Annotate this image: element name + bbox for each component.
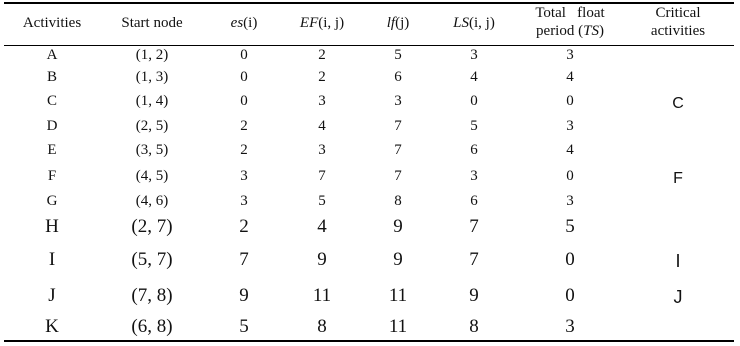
cell-critical: C bbox=[672, 95, 684, 112]
cell-ef: 4 bbox=[318, 118, 326, 134]
cell-ef: 8 bbox=[317, 316, 327, 337]
cell-es: 2 bbox=[239, 216, 249, 237]
cell-es: 5 bbox=[239, 316, 249, 337]
cell-ls: 6 bbox=[470, 193, 478, 209]
cell-activity: H bbox=[45, 216, 59, 237]
cell-es: 3 bbox=[240, 193, 248, 209]
header-ef: EF(i, j) bbox=[299, 15, 345, 31]
table-header-rule bbox=[4, 45, 734, 46]
cell-total-float: 3 bbox=[566, 193, 574, 209]
cell-activity: A bbox=[46, 47, 58, 63]
cell-es: 0 bbox=[240, 93, 248, 109]
cell-es: 9 bbox=[239, 285, 249, 306]
header-critical-activities: Critical activities bbox=[650, 5, 706, 39]
cell-ls: 5 bbox=[470, 118, 478, 134]
cell-total-float: 4 bbox=[566, 142, 574, 158]
cell-ls: 8 bbox=[469, 316, 479, 337]
header-es: es(i) bbox=[230, 15, 258, 31]
cell-es: 7 bbox=[239, 249, 249, 270]
cell-es: 0 bbox=[240, 47, 248, 63]
cell-start-node: (6, 8) bbox=[131, 316, 173, 337]
cell-lf: 11 bbox=[388, 316, 408, 337]
cell-ef: 3 bbox=[318, 142, 326, 158]
cell-lf: 9 bbox=[393, 216, 403, 237]
cell-ls: 7 bbox=[469, 249, 479, 270]
cell-ls: 4 bbox=[470, 69, 478, 85]
table-bottom-rule bbox=[4, 340, 734, 342]
cell-start-node: (1, 2) bbox=[135, 47, 169, 63]
cell-lf: 5 bbox=[394, 47, 402, 63]
cell-total-float: 0 bbox=[565, 285, 575, 306]
cell-lf: 8 bbox=[394, 193, 402, 209]
cell-activity: E bbox=[47, 142, 57, 158]
header-lf: lf(j) bbox=[386, 15, 410, 31]
cell-lf: 7 bbox=[394, 142, 402, 158]
cell-start-node: (3, 5) bbox=[135, 142, 169, 158]
cell-ls: 9 bbox=[469, 285, 479, 306]
cell-es: 3 bbox=[240, 168, 248, 184]
cell-total-float: 5 bbox=[565, 216, 575, 237]
cell-ls: 6 bbox=[470, 142, 478, 158]
header-activities: Activities bbox=[22, 15, 82, 31]
cell-ef: 4 bbox=[317, 216, 327, 237]
cell-activity: K bbox=[45, 316, 59, 337]
cell-total-float: 3 bbox=[566, 47, 574, 63]
cell-ls: 3 bbox=[470, 168, 478, 184]
cell-start-node: (1, 3) bbox=[135, 69, 169, 85]
cell-ef: 7 bbox=[318, 168, 326, 184]
cell-ls: 7 bbox=[469, 216, 479, 237]
cell-activity: G bbox=[46, 193, 58, 209]
cell-activity: J bbox=[48, 285, 56, 306]
cell-lf: 7 bbox=[394, 168, 402, 184]
cell-ef: 3 bbox=[318, 93, 326, 109]
cell-es: 2 bbox=[240, 142, 248, 158]
cell-ef: 9 bbox=[317, 249, 327, 270]
cell-lf: 11 bbox=[388, 285, 408, 306]
cell-start-node: (2, 5) bbox=[135, 118, 169, 134]
cell-ef: 11 bbox=[312, 285, 332, 306]
cell-lf: 9 bbox=[393, 249, 403, 270]
cell-total-float: 0 bbox=[566, 93, 574, 109]
cell-start-node: (4, 5) bbox=[135, 168, 169, 184]
cell-total-float: 4 bbox=[566, 69, 574, 85]
cell-critical: I bbox=[675, 251, 681, 271]
cell-critical: F bbox=[673, 170, 683, 187]
cell-ls: 0 bbox=[470, 93, 478, 109]
cell-start-node: (5, 7) bbox=[131, 249, 173, 270]
cell-start-node: (7, 8) bbox=[131, 285, 173, 306]
cell-activity: D bbox=[46, 118, 58, 134]
header-total-float: Total float period (TS) bbox=[535, 5, 605, 39]
cell-start-node: (4, 6) bbox=[135, 193, 169, 209]
cell-start-node: (2, 7) bbox=[131, 216, 173, 237]
cell-lf: 6 bbox=[394, 69, 402, 85]
cell-critical: J bbox=[673, 287, 683, 307]
cell-ef: 2 bbox=[318, 69, 326, 85]
cell-activity: B bbox=[46, 69, 57, 85]
cell-start-node: (1, 4) bbox=[135, 93, 169, 109]
cell-ef: 2 bbox=[318, 47, 326, 63]
header-ls: LS(i, j) bbox=[453, 15, 495, 31]
cell-activity: F bbox=[47, 168, 57, 184]
cell-total-float: 3 bbox=[566, 118, 574, 134]
cell-total-float: 0 bbox=[565, 249, 575, 270]
header-start-node: Start node bbox=[121, 15, 183, 31]
cell-total-float: 0 bbox=[566, 168, 574, 184]
cell-activity: I bbox=[48, 249, 56, 270]
cell-lf: 7 bbox=[394, 118, 402, 134]
cell-lf: 3 bbox=[394, 93, 402, 109]
cell-ls: 3 bbox=[470, 47, 478, 63]
cell-ef: 5 bbox=[318, 193, 326, 209]
cell-total-float: 3 bbox=[565, 316, 575, 337]
cell-activity: C bbox=[46, 93, 57, 109]
cell-es: 2 bbox=[240, 118, 248, 134]
cell-es: 0 bbox=[240, 69, 248, 85]
